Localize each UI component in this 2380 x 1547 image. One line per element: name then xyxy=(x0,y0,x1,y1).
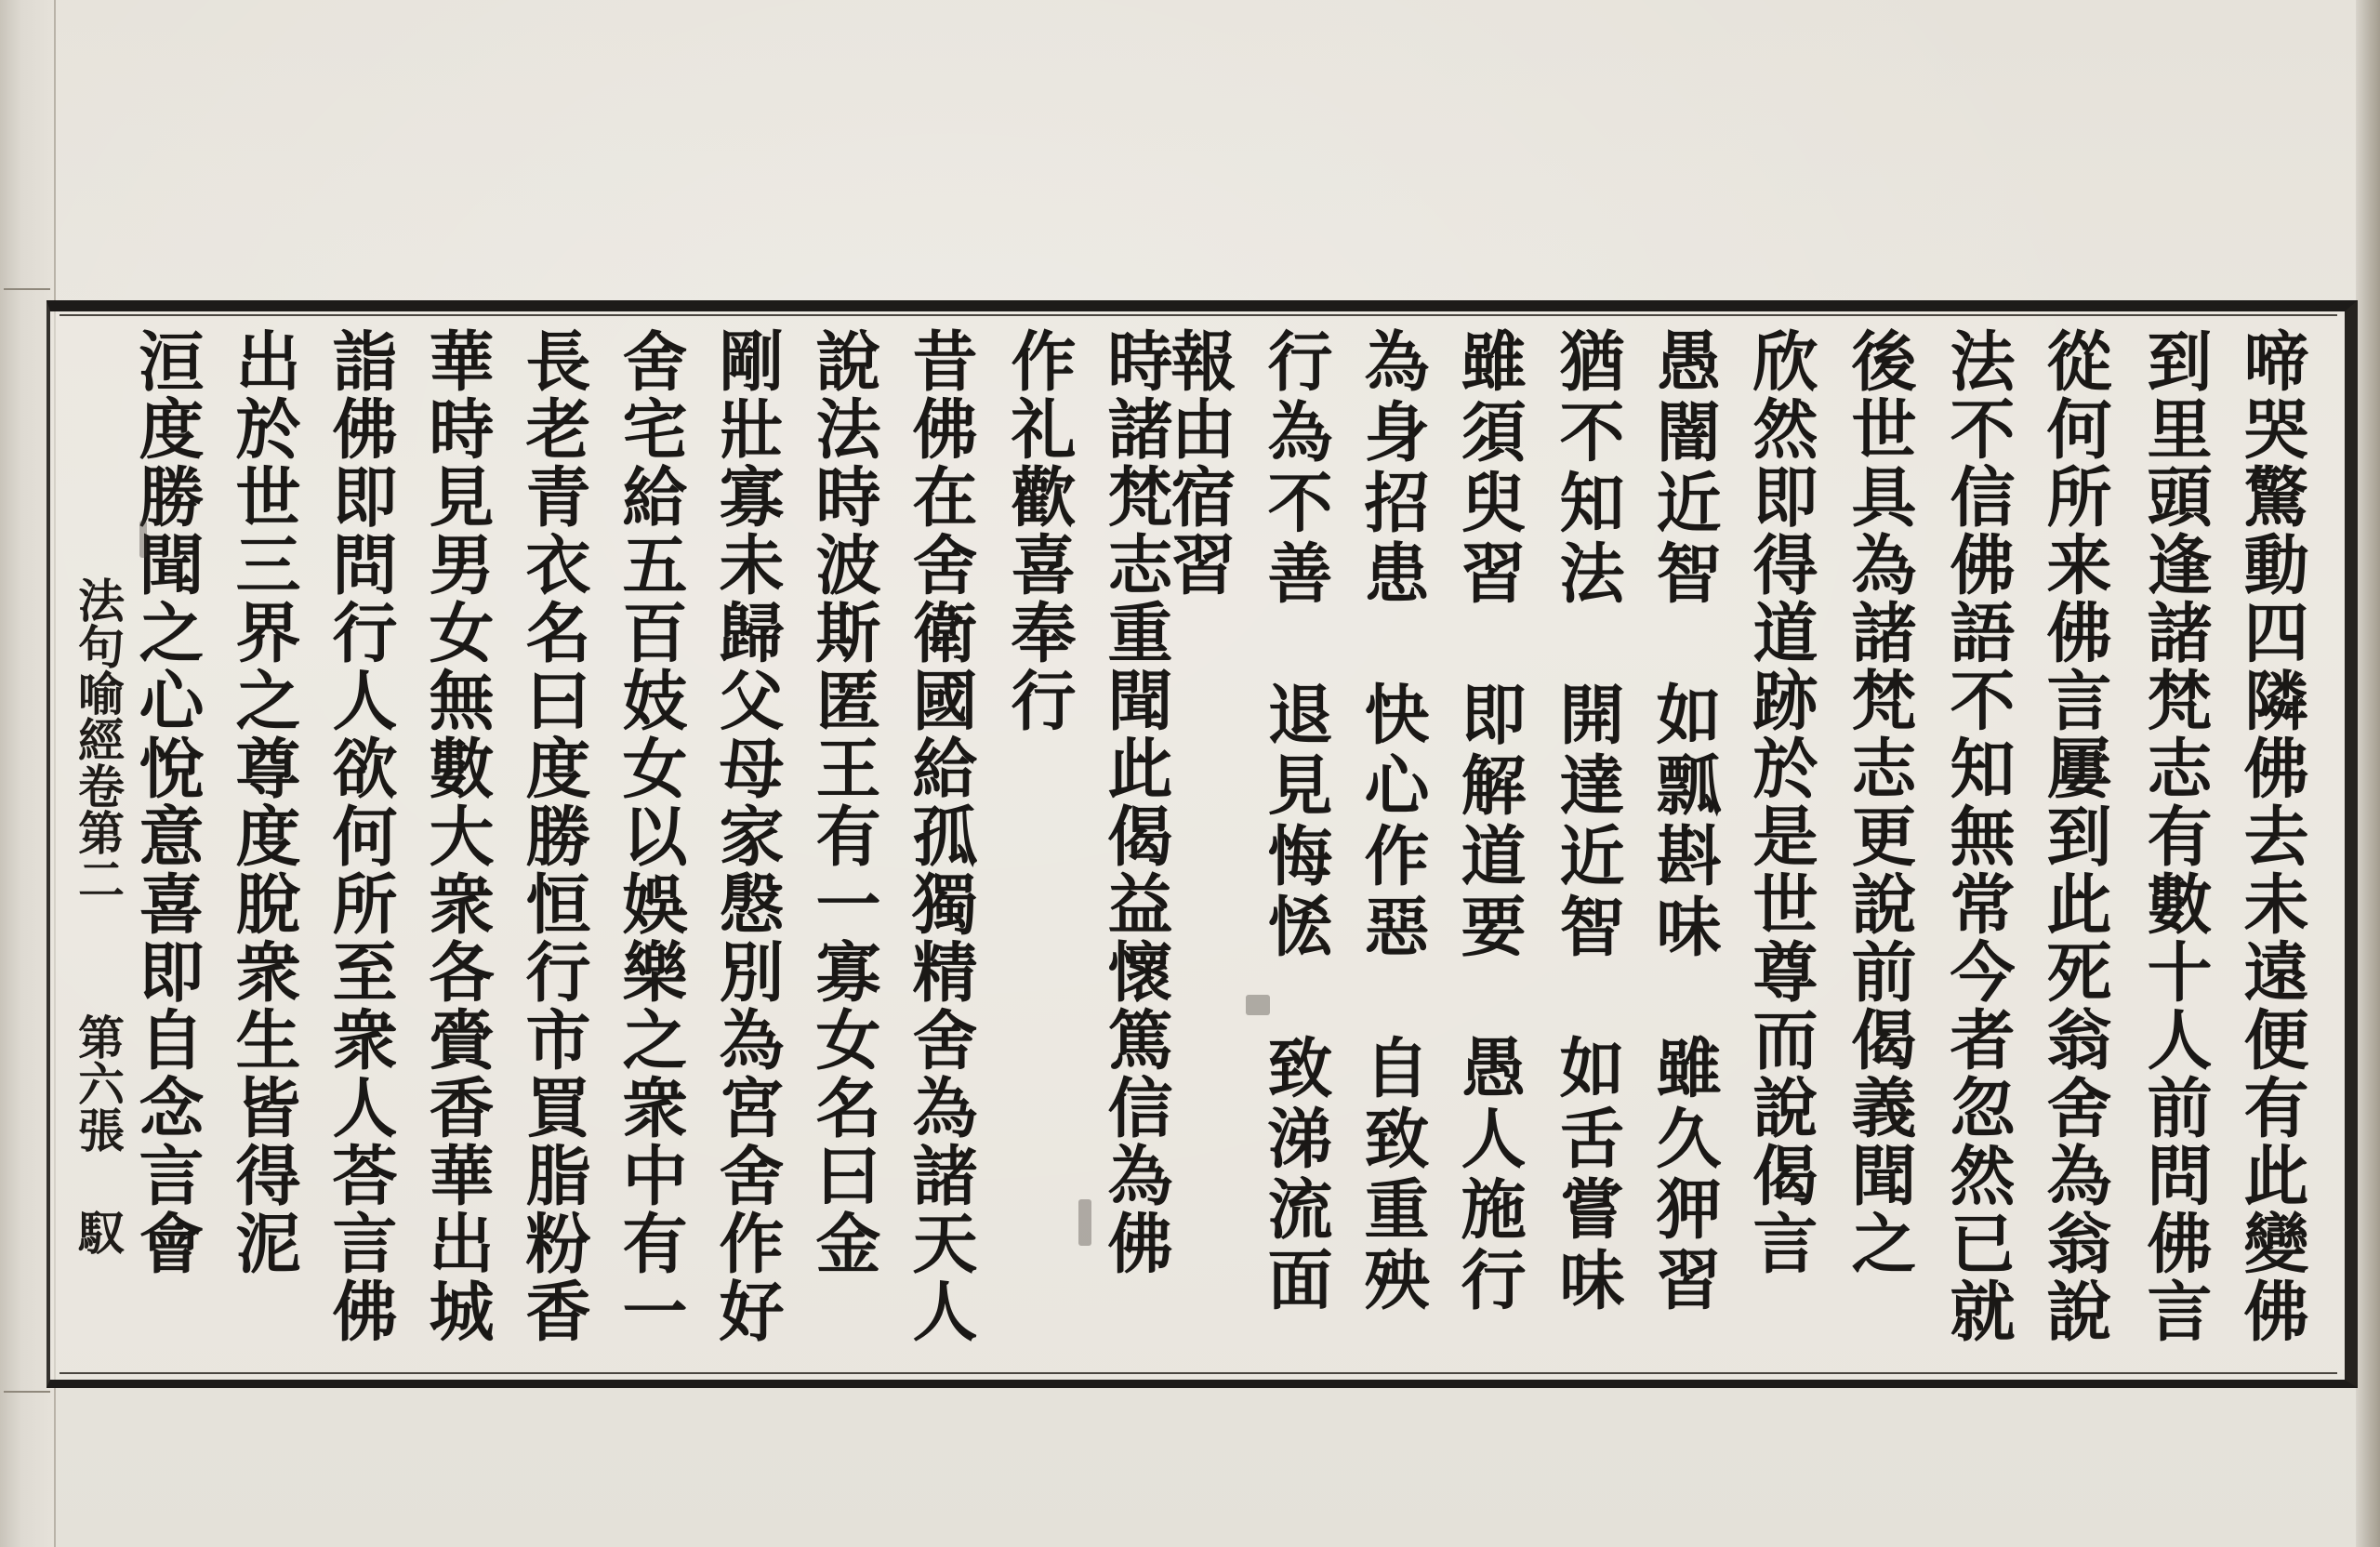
ink-smudge xyxy=(139,521,147,558)
verse-column: 雖須臾習 即解道要 愚人施行 xyxy=(1450,327,1527,1316)
verse-column: 行為不善 退見悔恡 致涕流面 xyxy=(1257,327,1334,1316)
ink-smudge xyxy=(1246,995,1270,1015)
carver-mark: 馭 xyxy=(71,1209,126,1255)
text-column: 出於世三界之尊度脫衆生皆得泥 xyxy=(225,327,302,1277)
text-column: 啼哭驚動四隣佛去未遠便有此變佛 xyxy=(2233,327,2310,1345)
text-column: 時諸梵志重聞此偈益懷篤信為佛 xyxy=(1097,327,1174,1277)
text-column: 法不信佛語不知無常今者忽然已就 xyxy=(1939,327,2016,1345)
margin-title: 法句喻經卷第二 xyxy=(71,576,126,902)
verse-column: 為身招患 快心作惡 自致重殃 xyxy=(1354,327,1431,1316)
text-column: 作礼歡喜奉行 xyxy=(1000,327,1078,734)
binding-notch xyxy=(4,288,50,290)
text-column: 詣佛即問行人欲何所至衆人荅言佛 xyxy=(322,327,399,1345)
text-column: 說法時波斯匿王有一寡女名曰金 xyxy=(805,327,882,1277)
right-page-edge xyxy=(2356,0,2380,1547)
verse-column: 報由宿習 xyxy=(1160,327,1237,599)
ink-smudge xyxy=(1078,1199,1091,1246)
text-column: 到里頭逢諸梵志有數十人前問佛言 xyxy=(2136,327,2214,1345)
text-column: 華時見男女無數大衆各賫香華出城 xyxy=(418,327,496,1345)
text-column: 從何所来佛言屢到此死翁舍為翁說 xyxy=(2036,327,2113,1345)
verse-column: 愚闇近智 如瓢斟味 雖久狎習 xyxy=(1646,327,1723,1316)
text-column: 昔佛在舍衛國給孤獨精舍為諸天人 xyxy=(902,327,979,1345)
text-column: 舍宅給五百妓女以娛樂之衆中有一 xyxy=(612,327,689,1345)
binding-notch xyxy=(4,1391,50,1393)
text-column: 剛壯寡未歸父母家慇別為宮舍作好 xyxy=(708,327,786,1345)
text-column: 欣然即得道跡於是世尊而說偈言 xyxy=(1742,327,1819,1277)
text-column: 洹度勝聞之心悅意喜即自念言會 xyxy=(128,327,205,1277)
text-column: 後世具為諸梵志更說前偈義聞之 xyxy=(1841,327,1918,1277)
sheet-number: 第六張 xyxy=(71,1013,126,1153)
text-column: 長老青衣名曰度勝恒行市買脂粉香 xyxy=(515,327,592,1345)
verse-column: 猶不知法 開達近智 如舌嘗味 xyxy=(1549,327,1626,1316)
